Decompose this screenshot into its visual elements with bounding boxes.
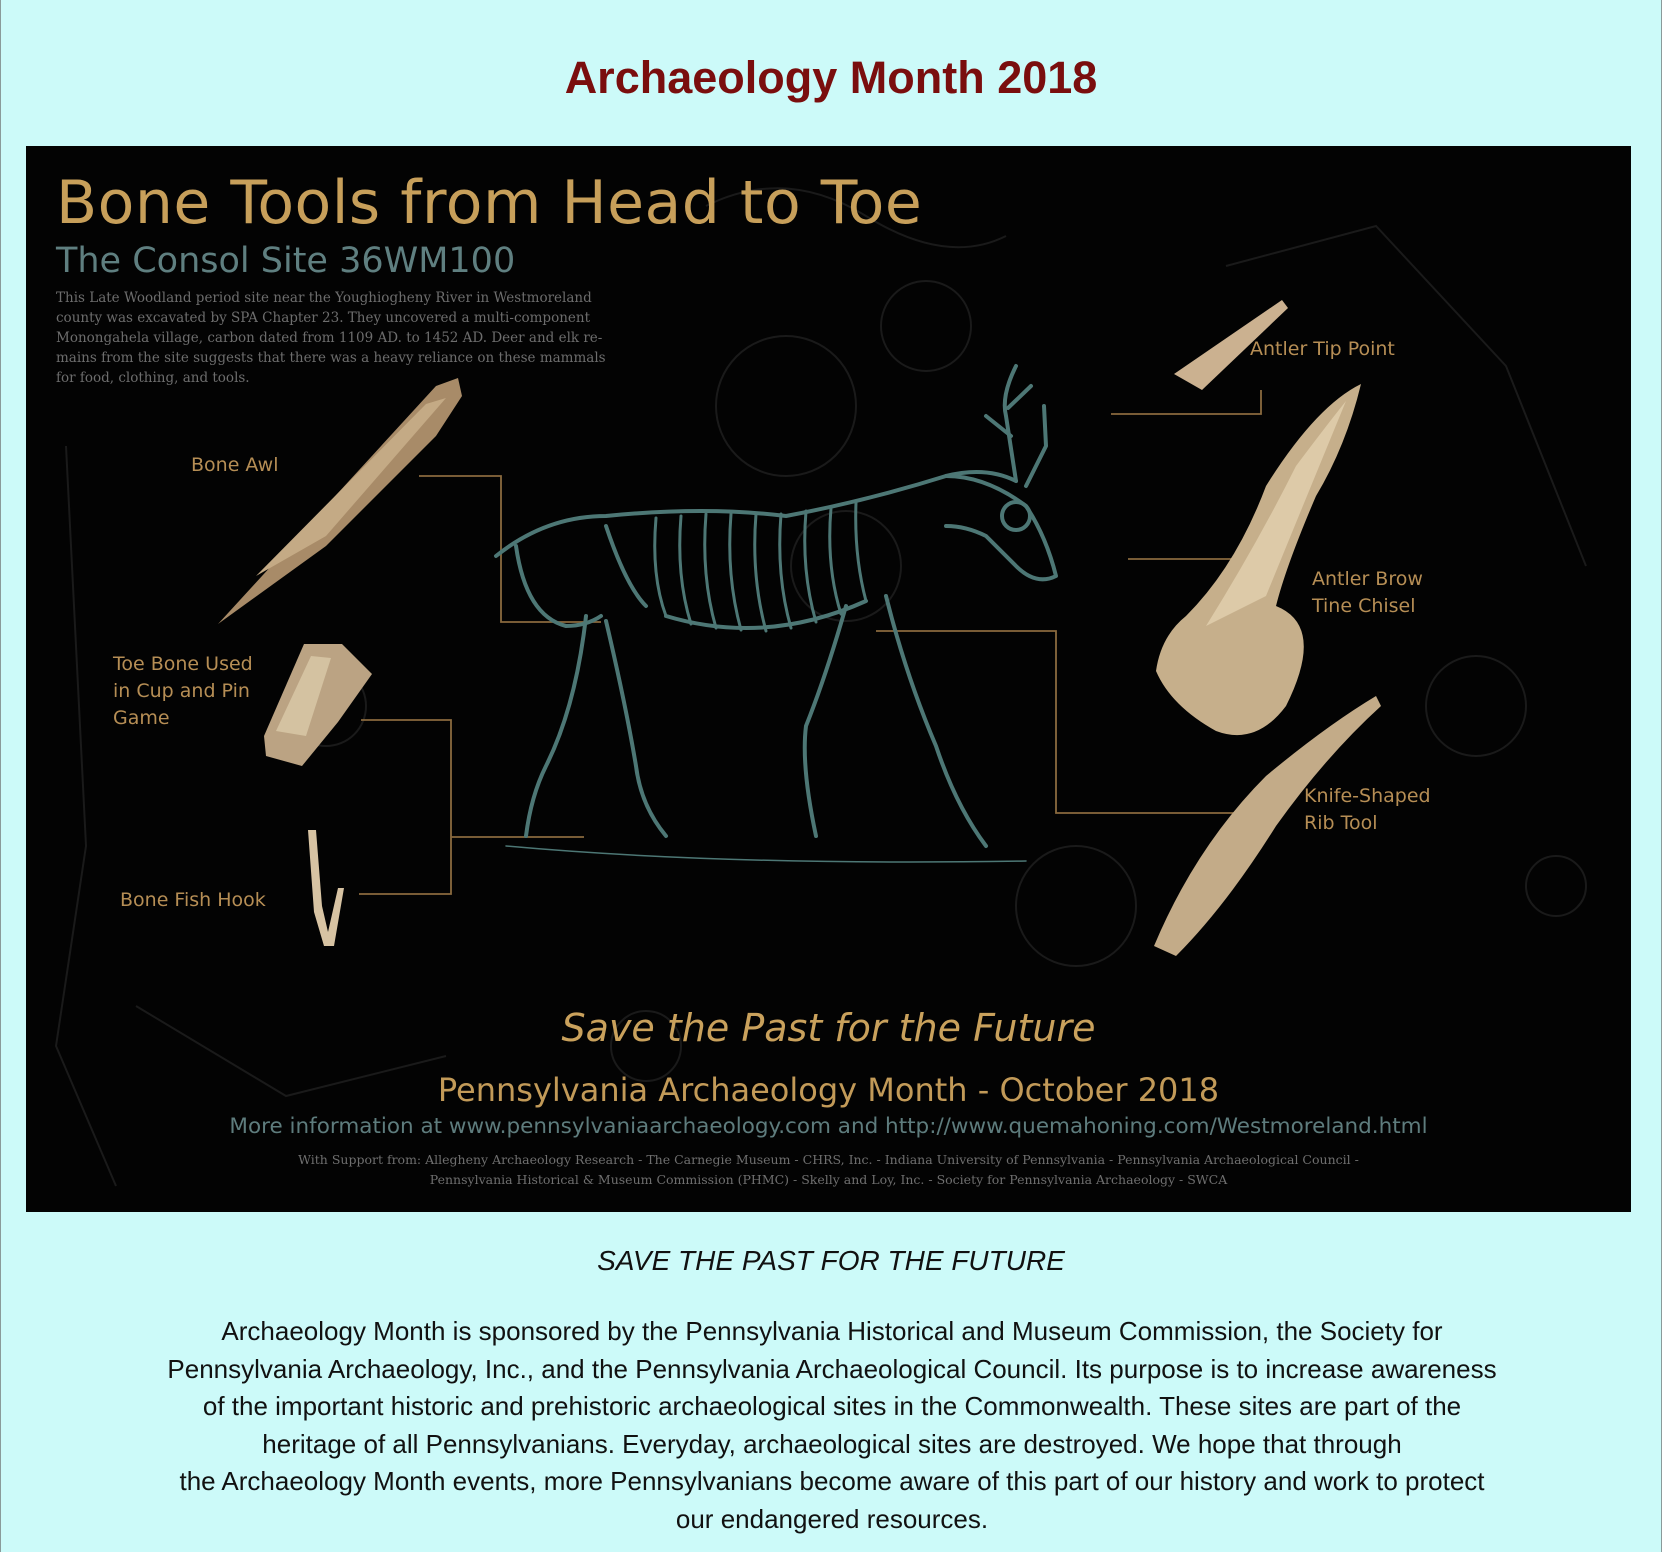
paragraph-line: of the important historic and prehistoric archaeological sites in the Commonwealth. These sites are part of the — [202, 1391, 1462, 1421]
poster-title: Bone Tools from Head to Toe — [56, 168, 923, 238]
support-line: With Support from: Allegheny Archaeology Research - The Carnegie Museum - CHRS, Inc. - Indiana University of Pennsylvania - Pennsylvania Archaeological Council - — [298, 1152, 1359, 1167]
deer-skeleton — [496, 366, 1056, 862]
paragraph-line: heritage of all Pennsylvanians. Everyday, archaeological sites are destroyed. We hope that through — [262, 1428, 1402, 1459]
support-line: Pennsylvania Historical & Museum Commission (PHMC) - Skelly and Loy, Inc. - Society for Pennsylvania Archaeology - SWCA — [429, 1172, 1228, 1187]
poster-support — [26, 1150, 1631, 1190]
description-line: Monongahela village, carbon dated from 1109 AD. to 1452 AD. Deer and elk re- — [56, 330, 603, 346]
poster-tagline: Save the Past for the Future — [561, 1006, 1096, 1050]
poster-subtitle: The Consol Site 36WM100 — [56, 241, 516, 281]
label-toe-bone: Toe Bone Used in Cup and Pin Game — [113, 653, 253, 729]
description-line: county was excavated by SPA Chapter 23. They uncovered a multi-component — [56, 310, 591, 326]
description-line: mains from the site suggests that there was a heavy reliance on these mammals — [56, 350, 606, 366]
artifact-bone-awl — [218, 378, 462, 624]
artifact-toe-bone — [264, 644, 372, 766]
label-antler-tip: Antler Tip Point — [1250, 338, 1395, 360]
page-title: Archaeology Month 2018 — [564, 52, 1098, 103]
label-rib-tool: Knife-Shaped Rib Tool — [1304, 785, 1431, 834]
poster-info: More information at www.pennsylvaniaarchaeology.com and http://www.quemahoning.com/Westmoreland.html — [229, 1114, 1428, 1139]
artifact-fish-hook — [308, 830, 344, 946]
paragraph-line: Pennsylvania Archaeology, Inc., and the Pennsylvania Archaeological Council. Its purpose is to increase awareness — [167, 1353, 1497, 1384]
label-fish-hook: Bone Fish Hook — [120, 889, 266, 911]
label-antler-brow: Antler Brow Tine Chisel — [1312, 568, 1423, 617]
paragraph-line: Archaeology Month is sponsored by the Pennsylvania Historical and Museum Commission, the Society for — [221, 1316, 1443, 1346]
description-line: for food, clothing, and tools. — [56, 370, 250, 386]
tagline: SAVE THE PAST FOR THE FUTURE — [597, 1245, 1065, 1276]
poster-description — [56, 288, 656, 388]
paragraph-line: our endangered resources. — [675, 1503, 989, 1534]
description-line: This Late Woodland period site near the Youghiogheny River in Westmoreland — [56, 290, 592, 306]
label-bone-awl: Bone Awl — [191, 454, 279, 476]
poster-image — [26, 146, 1631, 1212]
paragraph-line: the Archaeology Month events, more Pennsylvanians become aware of this part of our history and work to protect — [179, 1466, 1485, 1496]
description-paragraph — [3, 1313, 1661, 1538]
poster-month: Pennsylvania Archaeology Month - October 2018 — [437, 1071, 1220, 1109]
